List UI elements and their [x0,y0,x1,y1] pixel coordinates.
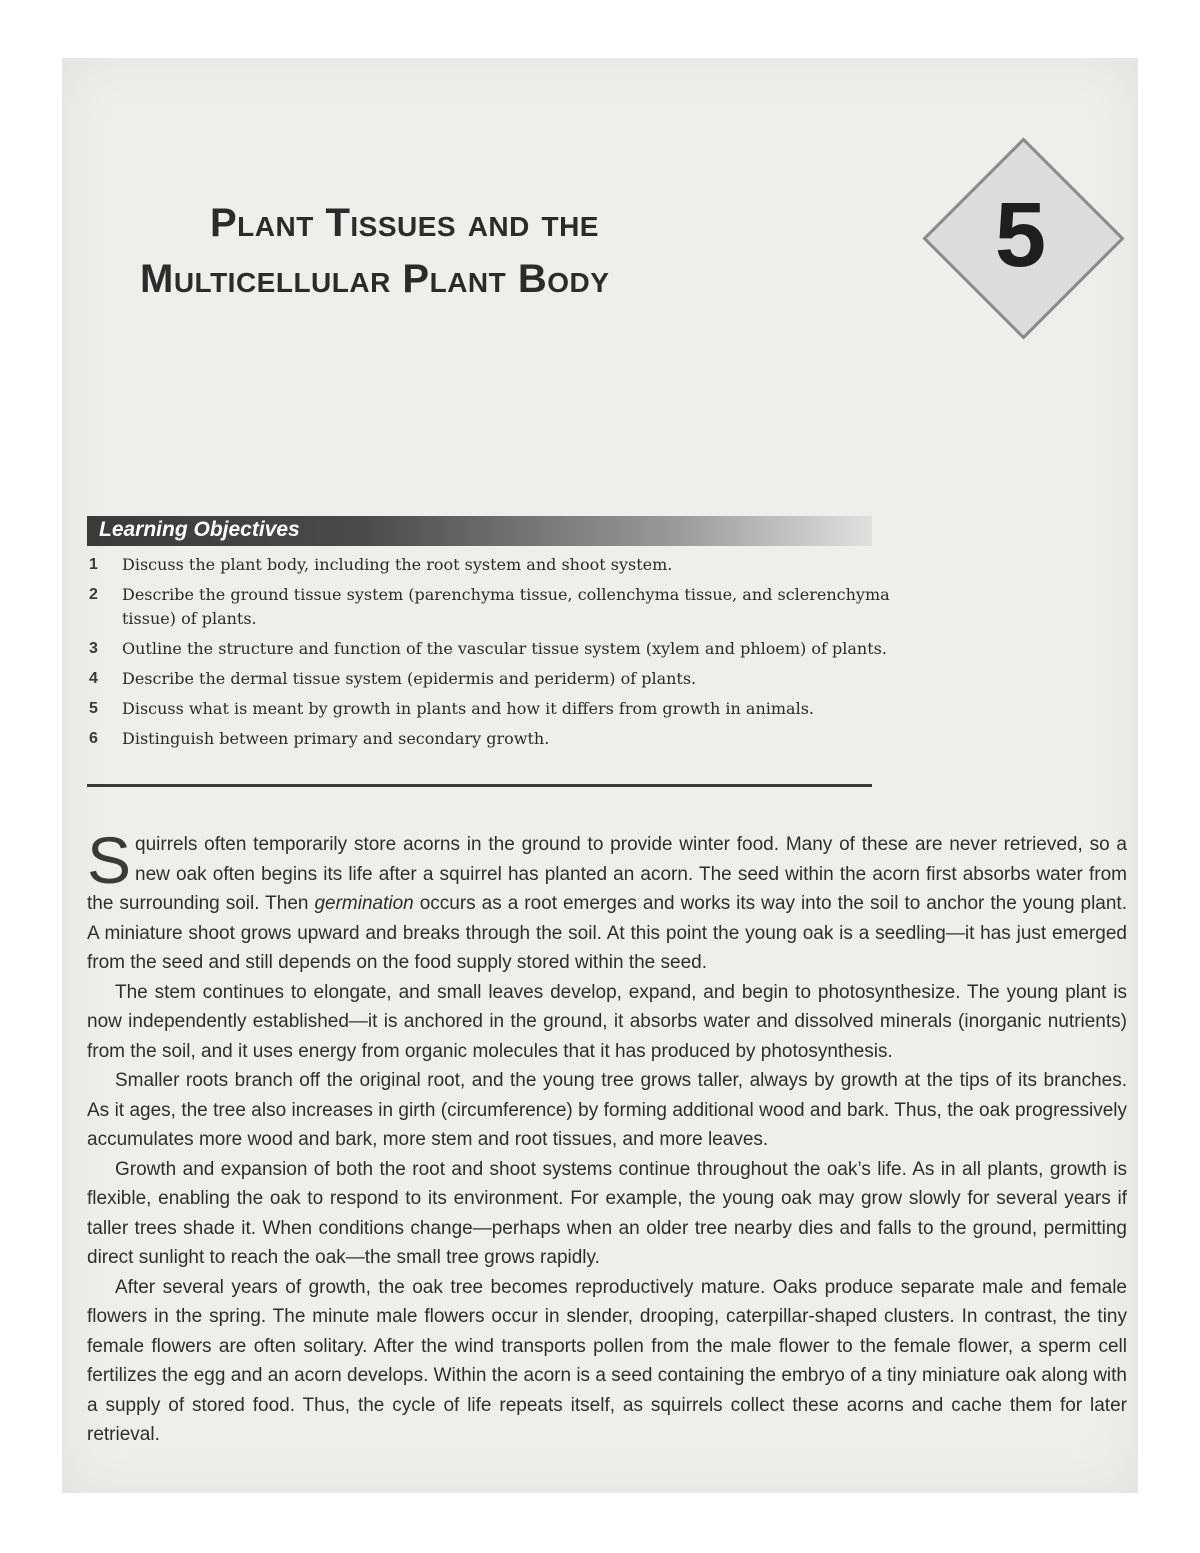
objective-number: 3 [89,640,98,657]
learning-objectives-heading: Learning Objectives [99,518,300,541]
paragraph-1-text-a: quirrels often temporarily store acorns in the ground to provide winter food. Many of these are never retrieved, so a new oak often begins its life after a squirrel has planted an acorn. The seed within the acorn first absorbs water from the surrounding soil. Then [87,834,1127,914]
objectives-divider [87,784,872,787]
chapter-title-line1: Plant Tissues and the [210,201,599,245]
objective-item [87,727,897,751]
chapter-intro-text [87,823,1127,1450]
learning-objectives-list [87,553,897,757]
paragraph-3: Smaller roots branch off the original root, and the young tree grows taller, always by growth at the tips of its branches. As it ages, the tree also increases in girth (circumference) by forming additional wood and bark. Thus, the oak progressively accumulates more wood and bark, more stem and root tissues, and more leaves. [87,1070,1127,1150]
chapter-title-line2: Multicellular Plant Body [140,257,610,301]
objective-text: Describe the ground tissue system (parenchyma tissue, collenchyma tissue, and sclerenchyma tissue) of plants. [122,585,890,628]
objective-text: Discuss what is meant by growth in plants and how it differs from growth in animals. [122,699,814,718]
chapter-number: 5 [994,184,1047,286]
objective-number: 1 [89,556,98,573]
objective-number: 2 [89,586,98,603]
objective-number: 5 [89,700,98,717]
objective-item [87,667,897,691]
paragraph-1-text-b: occurs as a root emerges and works its way into the soil to anchor the young plant. A miniature shoot grows upward and breaks through the soil. At this point the young oak is a seedling—it has just emerged from the seed and still depends on the food supply stored within the seed. [87,893,1127,973]
chapter-title [140,195,880,307]
paragraph-4: Growth and expansion of both the root and shoot systems continue throughout the oak’s life. As in all plants, growth is flexible, enabling the oak to respond to its environment. For example, the young oak may grow slowly for several years if taller trees shade it. When conditions change—perhaps when an older tree nearby dies and falls to the ground, permitting direct sunlight to reach the oak—the small tree grows rapidly. [87,1158,1127,1268]
objective-text: Outline the structure and function of the vascular tissue system (xylem and phloem) of plants. [122,639,887,658]
objective-text: Describe the dermal tissue system (epidermis and periderm) of plants. [122,669,697,688]
emphasis-term: germination [314,893,414,914]
objective-item [87,637,897,661]
objective-item [87,697,897,721]
paragraph-5: After several years of growth, the oak tree becomes reproductively mature. Oaks produce separate male and female flowers in the spring. The minute male flowers occur in slender, drooping, caterpillar-shaped clusters. In contrast, the tiny female flowers are often solitary. After the wind transports pollen from the male flower to the female flower, a sperm cell fertilizes the egg and an acorn develops. Within the acorn is a seed containing the embryo of a tiny miniature oak along with a supply of stored food. Thus, the cycle of life repeats itself, as squirrels collect these acorns and cache them for later retrieval. [87,1276,1127,1445]
objective-item [87,583,897,631]
objective-item [87,553,897,577]
objective-number: 4 [89,670,98,687]
learning-objectives-header [87,516,872,546]
drop-cap: S [87,823,132,897]
paragraph-2: The stem continues to elongate, and small leaves develop, expand, and begin to photosynthesize. The young plant is now independently established—it is anchored in the ground, it absorbs water and dissolved minerals (inorganic nutrients) from the soil, and it uses energy from organic molecules that it has produced by photosynthesis. [87,981,1127,1062]
paragraph-1 [87,823,1127,978]
chapter-number-badge [923,138,1118,333]
objective-text: Distinguish between primary and secondary growth. [122,729,550,748]
objective-text: Discuss the plant body, including the root system and shoot system. [122,555,673,574]
objective-number: 6 [89,730,98,747]
